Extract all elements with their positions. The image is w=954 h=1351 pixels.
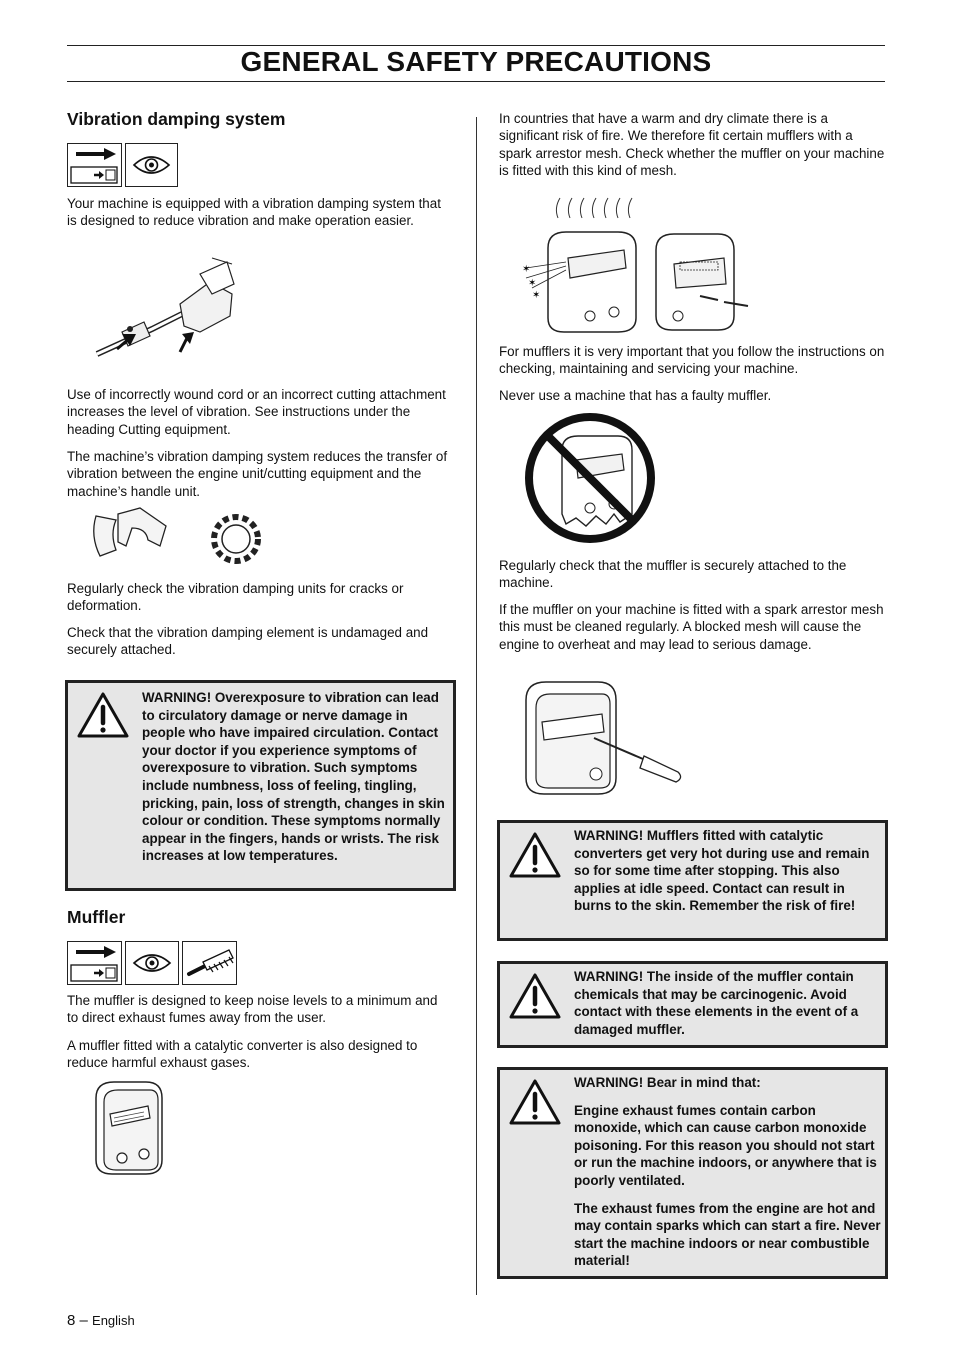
follow-instructions-text: For mufflers it is very important that you follow the instructions on checking, maintaining and servicing your machine. xyxy=(499,344,885,377)
warning-triangle-icon xyxy=(508,972,562,1020)
page-number: 8 – xyxy=(67,1312,88,1329)
vibration-intro-text: Your machine is equipped with a vibration damping system that is designed to reduce vibration and make operation easier. xyxy=(67,196,441,229)
warning-exhaust-fire-text: The exhaust fumes from the engine are hot and may contain sparks which can start a fire. Never start the machine indoors or near combustible material! xyxy=(574,1200,881,1269)
eye-icon xyxy=(125,143,178,187)
check-element-text: Check that the vibration damping element is undamaged and securely attached. xyxy=(67,625,429,658)
vibration-heading: Vibration damping system xyxy=(67,109,286,129)
clean-mesh-text: If the muffler on your machine is fitted with a spark arrestor mesh this must be cleaned regularly. A blocked mesh will cause the engine to overheat and may lead to serious damage. xyxy=(499,602,884,652)
incorrect-cord-text: Use of incorrectly wound cord or an incorrect cutting attachment increases the level of vibration. See instructions under the heading Cutting equipment. xyxy=(67,387,446,437)
warning-vibration-text: WARNING! Overexposure to vibration can lead to circulatory damage or nerve damage in people who have impaired circulation. Contact your doctor if you experience symptoms of overexposure to vibration. Such symptoms include numbness, loss of feeling, tingling, pricking, pain, loss of strength, changes in skin colour or condition. These symptoms normally appear in the fingers, hands or wrists. The risk increases at low temperatures. xyxy=(142,690,445,864)
warning-catalytic-text: WARNING! Mufflers fitted with catalytic converters get very hot during use and remain so for some time after stopping. This also applies at idle speed. Contact can result in burns to the skin. Remember the risk of fire! xyxy=(574,828,870,914)
faulty-muffler-text: Never use a machine that has a faulty muffler. xyxy=(499,388,772,403)
muffler-heading: Muffler xyxy=(67,907,126,927)
prohibited-muffler-icon xyxy=(522,410,658,546)
svg-text:✶: ✶ xyxy=(528,278,537,289)
check-attached-text: Regularly check that the muffler is securely attached to the machine. xyxy=(499,558,847,591)
warning-exhaust-box xyxy=(497,1067,888,1279)
mesh-cleaning-illustration xyxy=(518,676,688,798)
footer-language: English xyxy=(92,1313,135,1328)
warning-exhaust-title: WARNING! Bear in mind that: xyxy=(574,1075,761,1090)
damping-transfer-text: The machine’s vibration damping system reduces the transfer of vibration between the engine unit/cutting equipment and the machine’s handle unit. xyxy=(67,449,448,499)
warning-triangle-icon xyxy=(76,691,130,739)
check-symbol-icon xyxy=(67,941,122,985)
warning-triangle-icon xyxy=(508,1078,562,1126)
brush-icon xyxy=(182,941,237,985)
warning-vibration-box xyxy=(65,680,456,891)
check-units-text: Regularly check the vibration damping units for cracks or deformation. xyxy=(67,581,404,614)
page-title: GENERAL SAFETY PRECAUTIONS xyxy=(240,46,712,77)
catalytic-converter-text: A muffler fitted with a catalytic converter is also designed to reduce harmful exhaust gases. xyxy=(67,1038,418,1071)
page-footer xyxy=(67,1312,135,1329)
warning-chemicals-text: WARNING! The inside of the muffler contain chemicals that may be carcinogenic. Avoid contact with these elements in the event of a damaged muffler. xyxy=(574,969,859,1037)
eye-icon xyxy=(125,941,179,985)
fire-risk-text: In countries that have a warm and dry climate there is a significant risk of fire. We therefore fit certain mufflers with a spark arrestor mesh. Check whether the muffler on your machine is fitted with this kind of mesh. xyxy=(499,111,885,179)
warning-triangle-icon xyxy=(508,831,562,879)
warning-exhaust-co-text: Engine exhaust fumes contain carbon monoxide, which can cause carbon monoxide poisoning. For this reason you should not start or run the machine indoors, or anywhere that is poorly ventilated. xyxy=(574,1102,877,1188)
svg-text:✶: ✶ xyxy=(532,290,541,301)
warning-catalytic-box xyxy=(497,820,888,941)
column-divider xyxy=(476,117,477,1295)
muffler-purpose-text: The muffler is designed to keep noise levels to a minimum and to direct exhaust fumes away from the user. xyxy=(67,993,438,1026)
header-rule-bottom xyxy=(67,81,885,82)
damping-elements-illustration xyxy=(88,506,268,570)
warning-chemicals-box xyxy=(497,961,888,1048)
svg-text:✶: ✶ xyxy=(522,264,531,275)
check-symbol-icon xyxy=(67,143,122,187)
muffler-illustration xyxy=(90,1078,170,1178)
spark-arrestor-illustration xyxy=(518,188,768,336)
handle-vibration-illustration xyxy=(92,254,242,364)
